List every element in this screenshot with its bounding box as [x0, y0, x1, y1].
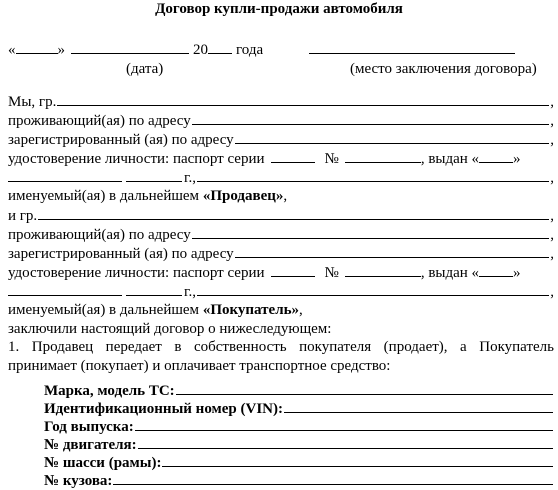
buyer-issued-day-field[interactable]: [479, 263, 513, 277]
buyer-passport-series-field[interactable]: [271, 263, 315, 277]
buyer-name-comma: ,: [550, 208, 554, 224]
engine-label: № двигателя:: [44, 437, 137, 453]
vin-field[interactable]: [284, 399, 553, 413]
seller-role: «Продавец»: [202, 188, 284, 204]
seller-issued-day-field[interactable]: [479, 149, 513, 163]
vehicle-chassis-line: [44, 453, 554, 471]
seller-name-field[interactable]: [57, 92, 549, 106]
seller-passport-label: удостоверение личности: паспорт серии: [8, 151, 265, 167]
seller-passport-line: [8, 149, 554, 167]
vehicle-year-line: [44, 417, 554, 435]
concluded-line: [8, 320, 554, 338]
seller-passport-number-field[interactable]: [345, 149, 421, 163]
place-field[interactable]: [309, 40, 515, 54]
vehicle-year-field[interactable]: [135, 417, 553, 431]
vin-label: Идентификационный номер (VIN):: [44, 401, 283, 417]
vehicle-vin-line: [44, 399, 554, 417]
buyer-residence-comma: ,: [550, 227, 554, 243]
seller-residence-comma: ,: [550, 113, 554, 129]
make-model-field[interactable]: [176, 381, 553, 395]
seller-issued-by-line: [8, 168, 554, 186]
seller-role-suffix: ,: [283, 188, 288, 204]
chassis-field[interactable]: [162, 453, 553, 467]
buyer-issued-year-field[interactable]: [126, 282, 182, 296]
seller-issued-year-field[interactable]: [126, 168, 182, 182]
chassis-label: № шасси (рамы):: [44, 455, 162, 471]
seller-name-label: Мы, гр.: [8, 94, 57, 110]
seller-issued-by-comma: ,: [550, 170, 554, 186]
month-field[interactable]: [71, 40, 189, 54]
buyer-residence-line: [8, 225, 554, 243]
buyer-residence-field[interactable]: [192, 225, 549, 239]
buyer-role-line: [8, 301, 554, 319]
buyer-name-field[interactable]: [38, 206, 549, 220]
seller-issued-close: »: [513, 151, 521, 167]
buyer-passport-label: удостоверение личности: паспорт серии: [8, 265, 265, 281]
seller-year-g: г.,: [184, 170, 196, 186]
seller-number-sign: №: [324, 151, 339, 167]
buyer-role: «Покупатель»: [202, 302, 300, 318]
year-field[interactable]: [208, 40, 232, 54]
buyer-issued-month-field[interactable]: [8, 282, 122, 296]
buyer-passport-number-field[interactable]: [345, 263, 421, 277]
buyer-passport-line: [8, 263, 554, 281]
body-label: № кузова:: [44, 473, 113, 489]
seller-issued-month-field[interactable]: [8, 168, 122, 182]
buyer-issued-close: »: [513, 265, 521, 281]
concluded-text: заключили настоящий договор о нижеследующем:: [8, 321, 332, 337]
year-prefix: 20: [193, 42, 208, 58]
date-place-line: [8, 40, 554, 58]
body-field[interactable]: [113, 471, 553, 485]
seller-role-prefix: именуемый(ая) в дальнейшем: [8, 188, 200, 204]
make-model-label: Марка, модель ТС:: [44, 383, 175, 399]
seller-role-line: [8, 187, 554, 205]
year-suffix: года: [236, 42, 264, 58]
buyer-issued-by-field[interactable]: [197, 282, 549, 296]
vehicle-make-model-line: [44, 381, 554, 399]
buyer-registration-comma: ,: [550, 246, 554, 262]
vehicle-engine-line: [44, 435, 554, 453]
date-caption: (дата): [126, 61, 164, 77]
seller-issued-label: , выдан «: [420, 151, 480, 167]
buyer-issued-label: , выдан «: [420, 265, 480, 281]
engine-field[interactable]: [138, 435, 553, 449]
seller-registration-comma: ,: [550, 132, 554, 148]
seller-registration-field[interactable]: [235, 130, 550, 144]
seller-passport-series-field[interactable]: [271, 149, 315, 163]
year-label: Год выпуска:: [44, 419, 134, 435]
buyer-year-g: г.,: [184, 284, 196, 300]
vehicle-body-line: [44, 471, 554, 489]
seller-registration-label: зарегистрированный (ая) по адресу: [8, 132, 234, 148]
buyer-role-prefix: именуемый(ая) в дальнейшем: [8, 302, 200, 318]
seller-residence-line: [8, 111, 554, 129]
buyer-registration-field[interactable]: [235, 244, 550, 258]
buyer-name-label: и гр.: [8, 208, 38, 224]
seller-registration-line: [8, 130, 554, 148]
buyer-number-sign: №: [324, 265, 339, 281]
seller-name-comma: ,: [550, 94, 554, 110]
buyer-registration-label: зарегистрированный (ая) по адресу: [8, 246, 234, 262]
clause-1: 1. Продавец передает в собственность покупателя (продает), а Покупатель принимает (покупает) и оплачивает транспортное средство:: [8, 339, 554, 374]
buyer-issued-by-comma: ,: [550, 284, 554, 300]
buyer-registration-line: [8, 244, 554, 262]
buyer-residence-label: проживающий(ая) по адресу: [8, 227, 191, 243]
seller-residence-label: проживающий(ая) по адресу: [8, 113, 191, 129]
buyer-issued-by-line: [8, 282, 554, 300]
document-title: Договор купли-продажи автомобиля: [155, 1, 403, 17]
seller-name-line: [8, 92, 554, 110]
date-quote-open: «: [8, 42, 16, 58]
day-field[interactable]: [16, 40, 58, 54]
seller-issued-by-field[interactable]: [197, 168, 549, 182]
seller-residence-field[interactable]: [192, 111, 549, 125]
buyer-role-suffix: ,: [299, 302, 303, 318]
buyer-name-line: [8, 206, 554, 224]
place-caption: (место заключения договора): [350, 61, 537, 77]
date-quote-close: »: [57, 42, 65, 58]
